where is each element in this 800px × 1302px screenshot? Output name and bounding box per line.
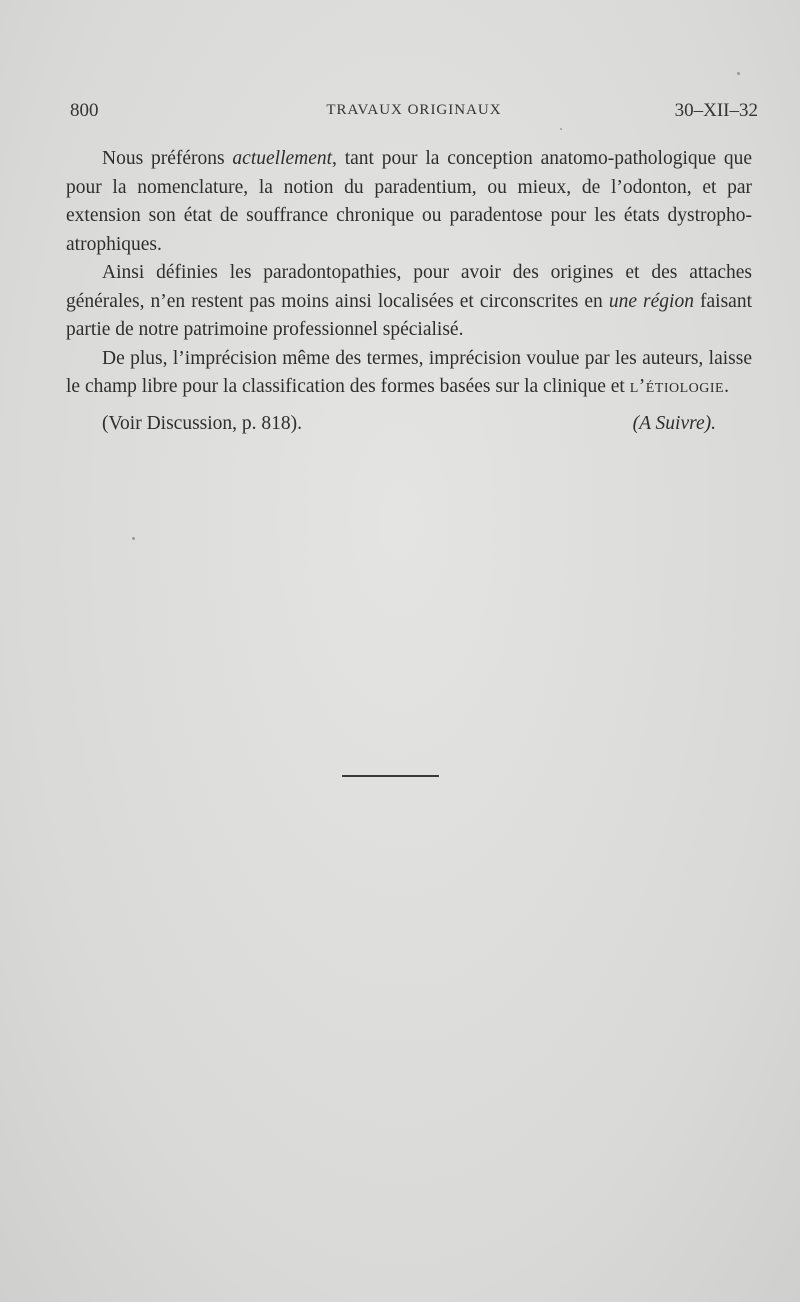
- paragraph-1: [66, 145, 752, 259]
- text-run: , tant pour la conception anatomo-pathologique que pour la nomenclature, la notion du paradentium, ou mieux, de l’odonton, et par extension son état de souffrance chronique ou paradentose pour les états dystropho-atrophiques.: [66, 148, 752, 255]
- text-run: Ainsi définies les paradontopathies, pour avoir des origines et des attaches générales, n’en restent pas moins ainsi localisées et circonscrites en: [66, 262, 752, 312]
- to-be-continued: (A Suivre).: [632, 412, 716, 434]
- section-rule: [342, 775, 439, 777]
- text-run: faisant partie de notre patrimoine professionnel spécialisé.: [66, 290, 752, 340]
- discussion-reference: (Voir Discussion, p. 818).: [102, 412, 303, 434]
- bleed-through-text: [70, 470, 760, 1262]
- running-title: TRAVAUX ORIGINAUX: [326, 102, 502, 118]
- emphasis: une région: [608, 290, 694, 312]
- running-header: [70, 100, 758, 126]
- paragraph-2: [66, 259, 752, 345]
- page-number: 800: [70, 100, 99, 121]
- paper-speck: [560, 128, 562, 130]
- emphasis: actuellement: [232, 148, 333, 169]
- text-run: De plus, l’imprécision même des termes, imprécision voulue par les auteurs, laisse le champ libre pour la classification des formes basées sur la clinique et: [66, 347, 752, 397]
- paper-speck: [132, 537, 135, 540]
- issue-date: 30–XII–32: [674, 100, 758, 121]
- small-caps-term: l’étiologie: [629, 376, 725, 397]
- article-body: [66, 145, 752, 439]
- paragraph-3: [66, 345, 752, 402]
- closing-line: [66, 410, 752, 439]
- text-run: Nous préférons: [102, 148, 233, 169]
- paper-speck: [737, 72, 740, 75]
- text-run: .: [724, 376, 729, 397]
